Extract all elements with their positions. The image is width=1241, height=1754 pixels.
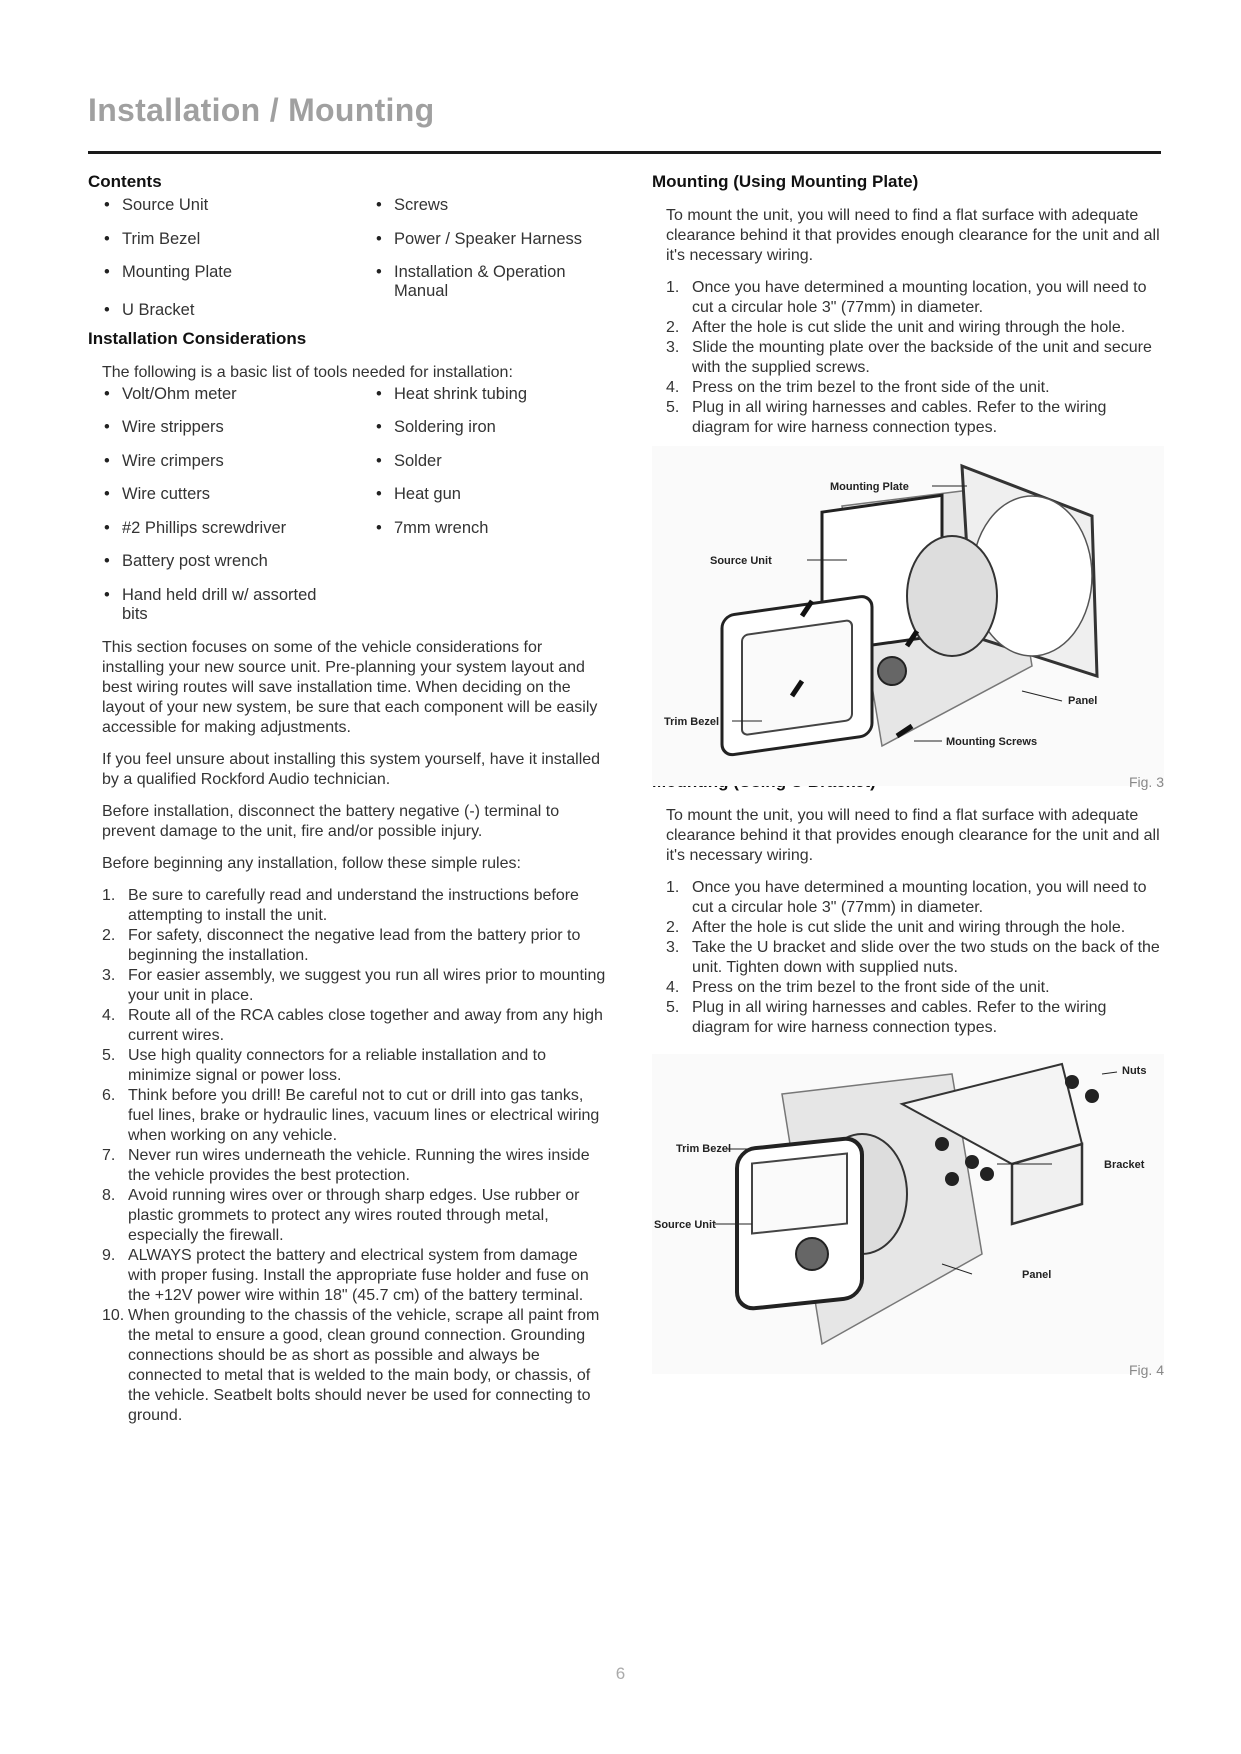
- intro-paragraph: This section focuses on some of the vehicle considerations for installing your new source unit. Pre-planning your system layout and best wiring routes will save installation time. When deciding on the layout of your new system, be sure that each component will be easily accessible for making adjustments.: [102, 638, 598, 736]
- spacer: [374, 552, 622, 586]
- ubracket-intro: To mount the unit, you will need to find a flat surface with adequate clearance behind it that provides enough clearance for the unit and all it's necessary wiring.: [666, 807, 1160, 864]
- contents-list: [102, 196, 608, 335]
- item-text: After the hole is cut slide the unit and wiring through the hole.: [692, 919, 1126, 936]
- item-text: Plug in all wiring harnesses and cables. Refer to the wiring diagram for wire harness connection types.: [692, 999, 1107, 1036]
- list-item: • Soldering iron: [374, 418, 622, 452]
- plate-intro: To mount the unit, you will need to find a flat surface with adequate clearance behind it that provides enough clearance for the unit and all it's necessary wiring.: [666, 207, 1160, 264]
- list-item: • Screws: [374, 196, 622, 230]
- callout-source-unit: Source Unit: [710, 555, 772, 567]
- item-text: Plug in all wiring harnesses and cables. Refer to the wiring diagram for wire harness connection types.: [692, 399, 1107, 436]
- list-item: • U Bracket: [102, 301, 374, 335]
- list-item: [102, 886, 608, 926]
- item-number: 8.: [102, 1186, 116, 1204]
- item-text: When grounding to the chassis of the vehicle, scrape all paint from the metal to ensure a good, clean ground connection. Grounding connections should be as short as possible and always be connected to metal that is welded to the main body, or chassis, of the vehicle. Seatbelt bolts should never be used for connecting to ground.: [128, 1306, 600, 1424]
- list-item: • Wire crimpers: [102, 452, 374, 486]
- callout-mounting-plate: Mounting Plate: [830, 481, 909, 493]
- item-text: Be sure to carefully read and understand the instructions before attempting to install the unit.: [128, 886, 579, 924]
- callout-bracket: Bracket: [1104, 1159, 1145, 1171]
- item-text: Slide the mounting plate over the backside of the unit and secure with the supplied screws.: [692, 339, 1152, 376]
- plate-steps: [666, 278, 1164, 438]
- item-number: 1.: [102, 886, 116, 904]
- tools-list: [102, 385, 608, 638]
- list-item: • Wire cutters: [102, 485, 374, 519]
- page-title: Installation / Mounting: [88, 92, 435, 128]
- u-bracket-illustration: [652, 1054, 1164, 1354]
- list-item: [102, 1146, 608, 1186]
- item-number: 9.: [102, 1246, 116, 1264]
- battery-warning-paragraph: Before installation, disconnect the battery negative (-) terminal to prevent damage to the unit, fire and/or possible injury.: [102, 802, 560, 840]
- item-number: 2.: [666, 319, 680, 336]
- callout-nuts: Nuts: [1122, 1065, 1147, 1077]
- plate-heading: Mounting (Using Mounting Plate): [652, 172, 919, 191]
- figure-caption: Fig. 3: [1128, 774, 1164, 790]
- list-item: • Heat gun: [374, 485, 622, 519]
- item-number: 10.: [102, 1306, 125, 1324]
- item-number: 4.: [102, 1006, 116, 1024]
- left-column: [88, 172, 608, 1426]
- list-item: • 7mm wrench: [374, 519, 622, 553]
- item-number: 4.: [666, 979, 680, 996]
- item-text: For easier assembly, we suggest you run all wires prior to mounting your unit in place.: [128, 966, 606, 1004]
- item-text: Avoid running wires over or through sharp edges. Use rubber or plastic grommets to protect any wires routed through metal, especially the firewall.: [128, 1186, 580, 1244]
- list-item: [666, 318, 1164, 338]
- tools-intro: The following is a basic list of tools needed for installation:: [102, 363, 513, 381]
- item-text: Once you have determined a mounting location, you will need to cut a circular hole 3" (77mm) in diameter.: [692, 279, 1147, 316]
- list-item: [666, 938, 1164, 978]
- item-number: 2.: [666, 919, 680, 936]
- list-item: [102, 1086, 608, 1146]
- item-text: Take the U bracket and slide over the two studs on the back of the unit. Tighten down with supplied nuts.: [692, 939, 1160, 976]
- callout-source-unit: Source Unit: [654, 1219, 716, 1231]
- list-item: [666, 278, 1164, 318]
- callout-panel: Panel: [1068, 695, 1098, 707]
- item-text: For safety, disconnect the negative lead from the battery prior to beginning the installation.: [128, 926, 581, 964]
- rules-intro: Before beginning any installation, follow these simple rules:: [102, 854, 521, 872]
- item-text: Use high quality connectors for a reliable installation and to minimize signal or power loss.: [128, 1046, 547, 1084]
- item-number: 1.: [666, 879, 680, 896]
- item-text: Once you have determined a mounting location, you will need to cut a circular hole 3" (77mm) in diameter.: [692, 879, 1147, 916]
- list-item: • Volt/Ohm meter: [102, 385, 374, 419]
- list-item: [102, 1246, 608, 1306]
- ubracket-steps: [666, 878, 1164, 1038]
- callout-trim-bezel: Trim Bezel: [664, 716, 720, 728]
- callout-panel: Panel: [1022, 1269, 1052, 1281]
- list-item: • Battery post wrench: [102, 552, 374, 586]
- item-number: 1.: [666, 279, 680, 296]
- right-column: [652, 172, 1164, 1378]
- item-text: Think before you drill! Be careful not to cut or drill into gas tanks, fuel lines, brake or hydraulic lines, vacuum lines or electrical wiring when working on any vehicle.: [128, 1086, 600, 1144]
- list-item: • Hand held drill w/ assorted bits: [102, 586, 322, 624]
- title-rule: [88, 151, 1161, 154]
- list-item: [666, 878, 1164, 918]
- list-item: [102, 966, 608, 1006]
- list-item: • Source Unit: [102, 196, 374, 230]
- item-number: 5.: [666, 399, 680, 416]
- list-item: [666, 978, 1164, 998]
- page-number: 6: [615, 1664, 626, 1683]
- list-item: • Installation & Operation Manual: [374, 263, 594, 301]
- list-item: [666, 918, 1164, 938]
- list-item: [102, 1006, 608, 1046]
- list-item: [102, 1186, 608, 1246]
- considerations-heading: Installation Considerations: [88, 328, 307, 348]
- figure-mounting-plate: [652, 446, 1164, 790]
- item-text: After the hole is cut slide the unit and wiring through the hole.: [692, 319, 1126, 336]
- figure-u-bracket: [652, 1054, 1164, 1378]
- item-number: 5.: [102, 1046, 116, 1064]
- item-number: 7.: [102, 1146, 116, 1164]
- list-item: [666, 998, 1164, 1038]
- item-text: Never run wires underneath the vehicle. Running the wires inside the vehicle provides the best protection.: [128, 1146, 590, 1184]
- item-number: 3.: [102, 966, 116, 984]
- item-number: 5.: [666, 999, 680, 1016]
- list-item: [666, 398, 1164, 438]
- list-item: [666, 378, 1164, 398]
- list-item: • Trim Bezel: [102, 230, 374, 264]
- item-text: ALWAYS protect the battery and electrical system from damage with proper fusing. Install the appropriate fuse holder and fuse on the +12V power wire within 18" (45.7 cm) of the battery terminal.: [128, 1246, 589, 1304]
- item-number: 3.: [666, 339, 680, 356]
- item-number: 2.: [102, 926, 116, 944]
- item-text: Route all of the RCA cables close together and away from any high current wires.: [128, 1006, 603, 1044]
- list-item: [102, 1306, 608, 1426]
- item-text: Press on the trim bezel to the front side of the unit.: [692, 979, 1050, 996]
- list-item: • #2 Phillips screwdriver: [102, 519, 374, 553]
- item-text: Press on the trim bezel to the front side of the unit.: [692, 379, 1050, 396]
- technician-paragraph: If you feel unsure about installing this system yourself, have it installed by a qualified Rockford Audio technician.: [102, 750, 601, 788]
- list-item: • Heat shrink tubing: [374, 385, 622, 419]
- item-number: 6.: [102, 1086, 116, 1104]
- list-item: • Solder: [374, 452, 622, 486]
- figure-caption: Fig. 4: [1128, 1362, 1164, 1378]
- list-item: • Mounting Plate: [102, 263, 374, 297]
- list-item: • Power / Speaker Harness: [374, 230, 622, 264]
- list-item: [102, 926, 608, 966]
- rules-list: [102, 886, 608, 1426]
- contents-heading: Contents: [88, 172, 162, 191]
- callout-mounting-screws: Mounting Screws: [946, 736, 1038, 748]
- list-item: • Wire strippers: [102, 418, 374, 452]
- item-number: 3.: [666, 939, 680, 956]
- mounting-plate-illustration: [652, 446, 1164, 766]
- item-number: 4.: [666, 379, 680, 396]
- list-item: [102, 1046, 608, 1086]
- list-item: [666, 338, 1164, 378]
- callout-trim-bezel: Trim Bezel: [676, 1143, 732, 1155]
